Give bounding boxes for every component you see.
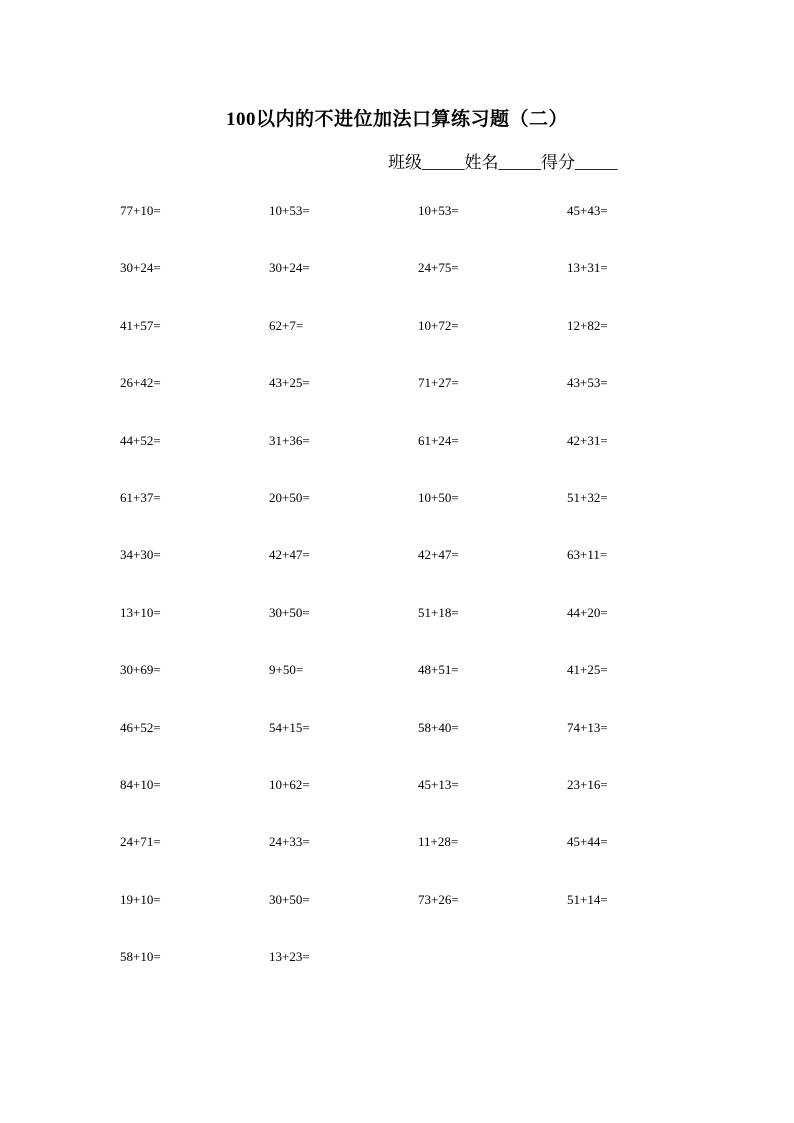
problem-item: 44+20= <box>567 604 608 620</box>
problem-item: 10+53= <box>418 203 459 218</box>
problem-item: 77+10= <box>120 203 161 218</box>
problem-item: 10+50= <box>418 489 459 505</box>
problem-item: 62+7= <box>269 317 304 333</box>
problem-item: 42+47= <box>269 547 310 563</box>
problem-grid <box>120 203 720 1006</box>
problem-item: 13+10= <box>120 604 161 620</box>
problem-item: 51+32= <box>567 489 608 505</box>
problem-item: 10+53= <box>269 203 310 218</box>
problem-item: 13+31= <box>567 260 608 276</box>
problem-item: 61+24= <box>418 432 459 448</box>
problem-item: 41+57= <box>120 317 161 333</box>
problem-item: 20+50= <box>269 489 310 505</box>
problem-item: 84+10= <box>120 776 161 792</box>
problem-item: 51+18= <box>418 604 459 620</box>
problem-item: 61+37= <box>120 489 161 505</box>
problem-item: 45+43= <box>567 203 608 218</box>
problem-item: 30+50= <box>269 891 310 907</box>
problem-item: 9+50= <box>269 662 304 678</box>
problem-item: 43+53= <box>567 375 608 391</box>
problem-item: 11+28= <box>418 834 459 850</box>
problem-item: 58+40= <box>418 719 459 735</box>
problem-item: 34+30= <box>120 547 161 563</box>
problem-item: 30+69= <box>120 662 161 678</box>
problem-item: 43+25= <box>269 375 310 391</box>
problem-item: 44+52= <box>120 432 161 448</box>
problem-item: 41+25= <box>567 662 608 678</box>
problem-item: 63+11= <box>567 547 608 563</box>
problem-item: 24+75= <box>418 260 459 276</box>
problem-item: 10+72= <box>418 317 459 333</box>
problem-item: 26+42= <box>120 375 161 391</box>
problem-item: 71+27= <box>418 375 459 391</box>
problem-item: 10+62= <box>269 776 310 792</box>
problem-item: 24+33= <box>269 834 310 850</box>
problem-item: 54+15= <box>269 719 310 735</box>
problem-item: 30+24= <box>269 260 310 276</box>
problem-item: 58+10= <box>120 949 161 965</box>
page-title: 100以内的不进位加法口算练习题（二） <box>225 109 568 130</box>
problem-item: 31+36= <box>269 432 310 448</box>
problem-item: 73+26= <box>418 891 459 907</box>
problem-item: 42+31= <box>567 432 608 448</box>
problem-item: 74+13= <box>567 719 608 735</box>
problem-item: 24+71= <box>120 834 161 850</box>
problem-item: 51+14= <box>567 891 608 907</box>
problem-item: 46+52= <box>120 719 161 735</box>
problem-item: 30+50= <box>269 604 310 620</box>
problem-item: 42+47= <box>418 547 459 563</box>
problem-item: 30+24= <box>120 260 161 276</box>
problem-item: 13+23= <box>269 949 310 965</box>
problem-item: 48+51= <box>418 662 459 678</box>
problem-item: 19+10= <box>120 891 161 907</box>
student-info-line: 班级_____姓名_____得分_____ <box>388 153 618 172</box>
problem-item: 45+44= <box>567 834 608 850</box>
problem-item: 12+82= <box>567 317 608 333</box>
problem-item: 23+16= <box>567 776 608 792</box>
problem-item: 45+13= <box>418 776 459 792</box>
